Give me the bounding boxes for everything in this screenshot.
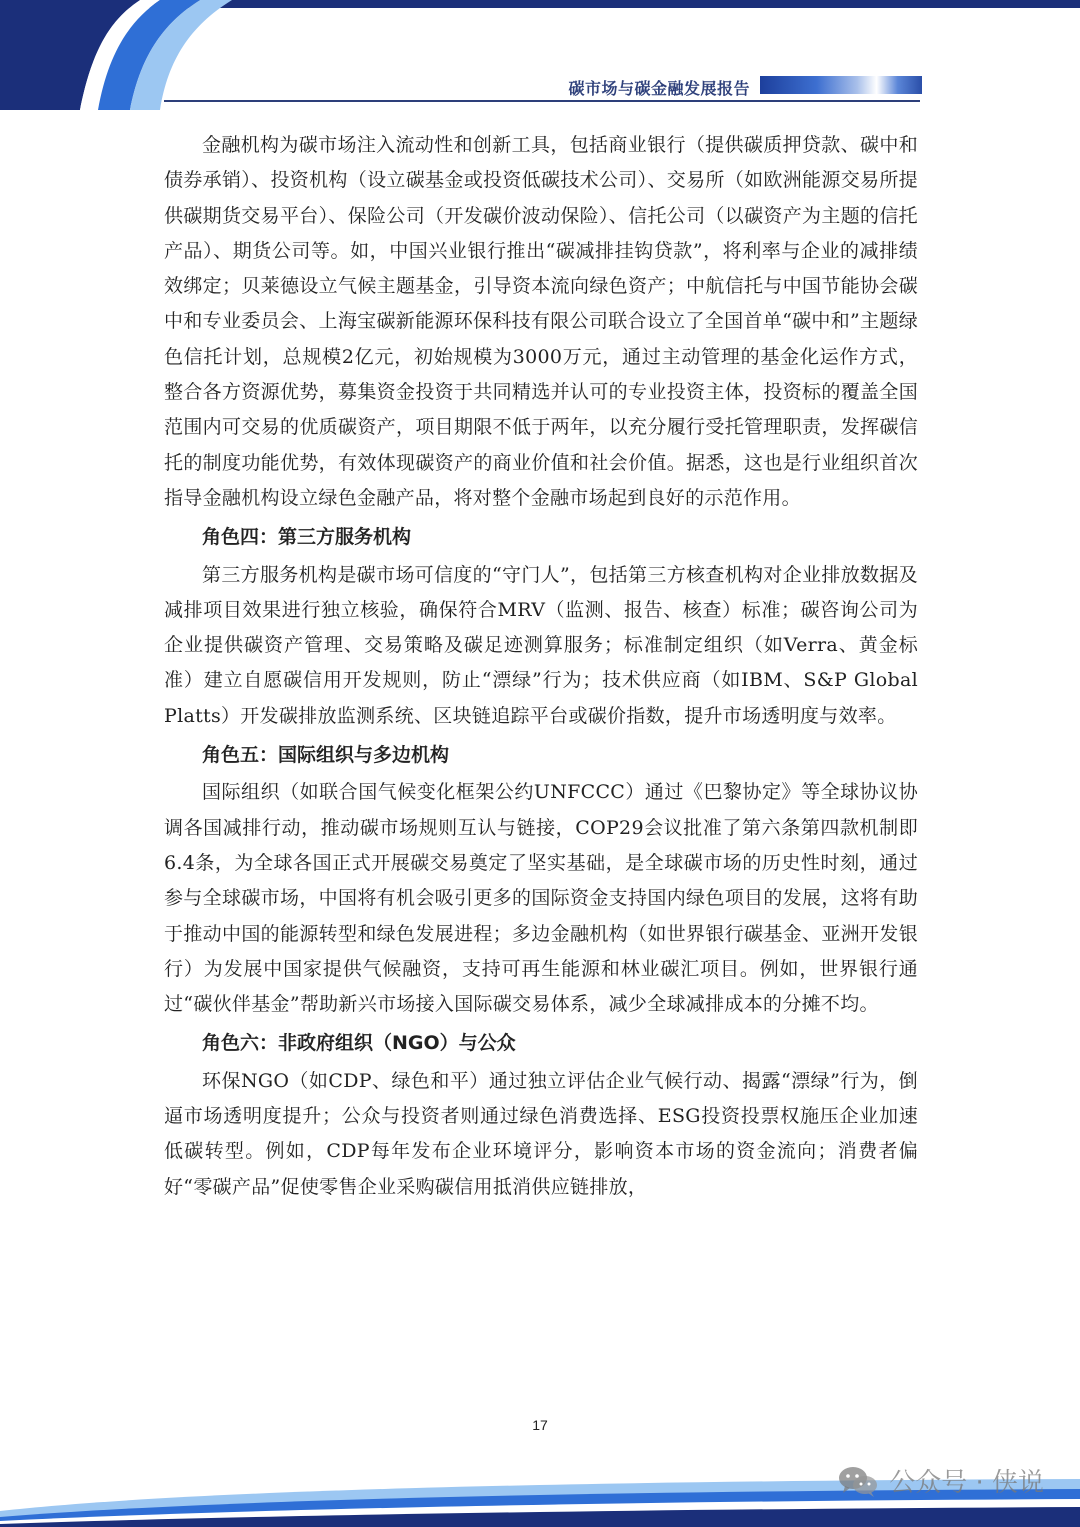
heading-role-five: 角色五：国际组织与多边机构 — [202, 744, 450, 767]
paragraph-financial-institutions: 金融机构为碳市场注入流动性和创新工具，包括商业银行（提供碳质押贷款、碳中和债券承销）、投资机构（设立碳基金或投资低碳技术公司）、交易所（如欧洲能源交易所提供碳期货交易平台）、保险公司（开发碳价波动保险）、信托公司（以碳资产为主题的信托产品）、期货公司等。如，中国兴业银行推出“碳减排挂钩贷款”，将利率与企业的减排绩效绑定；贝莱德设立气候主题基金，引导资本流向绿色资产；中航信托与中国节能协会碳中和专业委员会、上海宝碳新能源环保科技有限公司联合设立了全国首单“碳中和”主题绿色信托计划，总规模2亿元，初始规模为3000万元，通过主动管理的基金化运作方式，整合各方资源优势，募集资金投资于共同精选并认可的专业投资主体，投资标的覆盖全国范围内可交易的优质碳资产，项目期限不低于两年，以充分履行受托管理职责，发挥碳信托的制度功能优势，有效体现碳资产的商业价值和社会价值。据悉，这也是行业组织首次指导金融机构设立绿色金融产品，将对整个金融市场起到良好的示范作用。 — [164, 134, 918, 509]
paragraph-international-organizations: 国际组织（如联合国气候变化框架公约UNFCCC）通过《巴黎协定》等全球协议协调各国减排行动，推动碳市场规则互认与链接，COP29会议批准了第六条第四款机制即6.4条，为全球各国正式开展碳交易奠定了坚实基础，是全球碳市场的历史性时刻，通过参与全球碳市场，中国将有机会吸引更多的国际资金支持国内绿色项目的发展，这将有助于推动中国的能源转型和绿色发展进程；多边金融机构（如世界银行碳基金、亚洲开发银行）为发展中国家提供气候融资，支持可再生能源和林业碳汇项目。例如，世界银行通过“碳伙伴基金”帮助新兴市场接入国际碳交易体系，减少全球减排成本的分摊不均。 — [164, 781, 918, 1016]
header-divider — [164, 100, 920, 102]
header-accent-bar — [760, 76, 922, 94]
paragraph-ngo-and-public: 环保NGO（如CDP、绿色和平）通过独立评估企业气候行动、揭露“漂绿”行为，倒逼市场透明度提升；公众与投资者则通过绿色消费选择、ESG投资投票权施压企业加速低碳转型。例如，CDP每年发布企业环境评分，影响资本市场的资金流向；消费者偏好“零碳产品”促使零售企业采购碳信用抵消供应链排放， — [164, 1069, 918, 1198]
page-number: 17 — [532, 1417, 548, 1433]
report-title: 碳市场与碳金融发展报告 — [568, 79, 750, 98]
heading-role-four: 角色四：第三方服务机构 — [202, 526, 412, 549]
wechat-icon — [837, 1464, 879, 1498]
page-content — [164, 128, 918, 1205]
paragraph-third-party-services: 第三方服务机构是碳市场可信度的“守门人”，包括第三方核查机构对企业排放数据及减排项目效果进行独立核验，确保符合MRV（监测、报告、核查）标准；碳咨询公司为企业提供碳资产管理、交易策略及碳足迹测算服务；标准制定组织（如Verra、黄金标准）建立自愿碳信用开发规则，防止“漂绿”行为；技术供应商（如IBM、S&P Global Platts）开发碳排放监测系统、区块链追踪平台或碳价指数，提升市场透明度与效率。 — [164, 563, 918, 727]
watermark — [837, 1462, 1044, 1499]
heading-role-six: 角色六：非政府组织（NGO）与公众 — [202, 1032, 516, 1055]
watermark-text: 公众号 · 侠说 — [889, 1468, 1044, 1498]
